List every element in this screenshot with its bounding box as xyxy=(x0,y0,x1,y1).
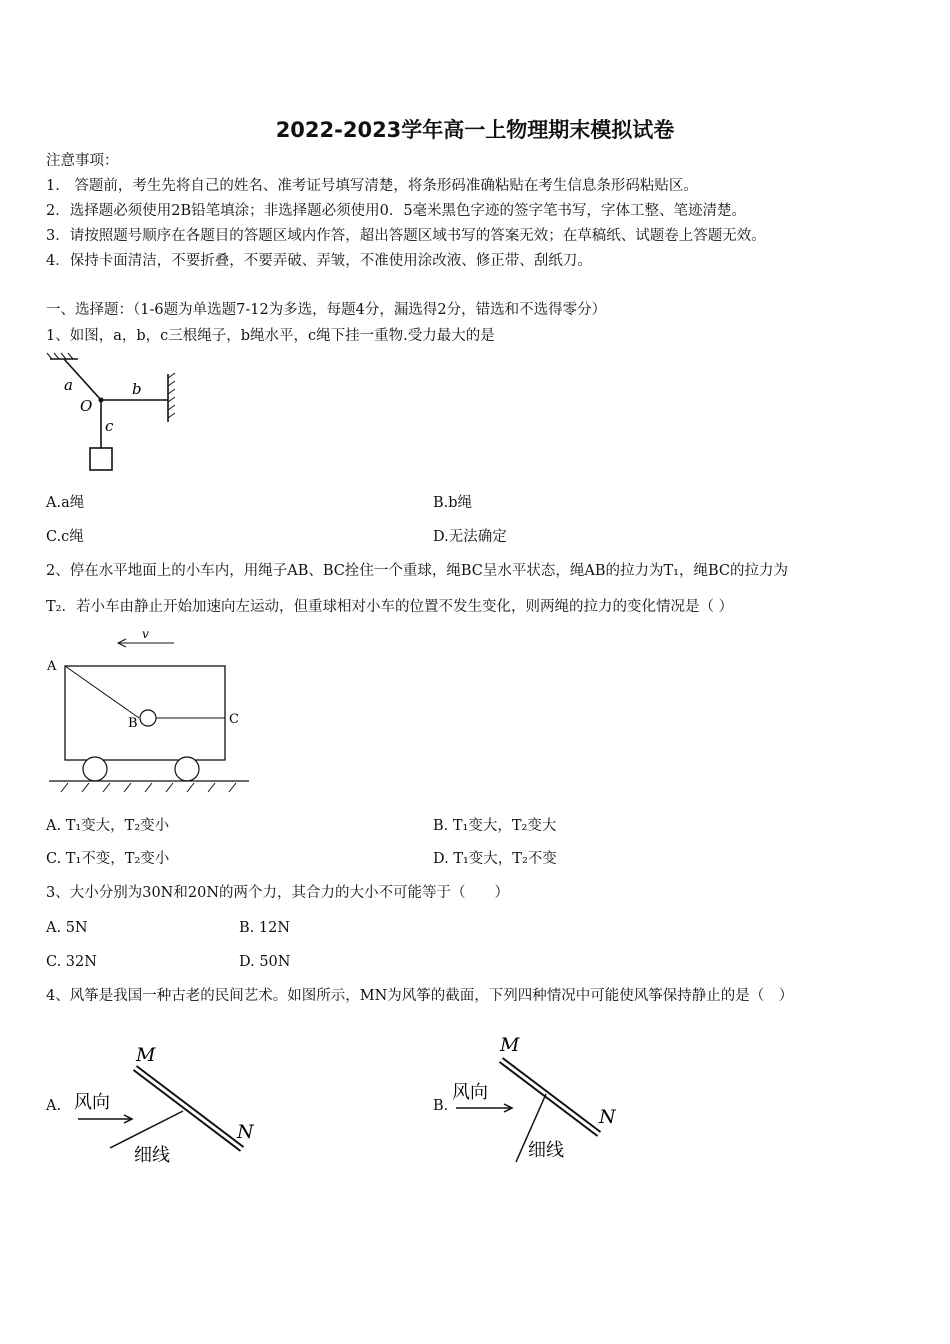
q1-option-d: D.无法确定 xyxy=(433,529,507,545)
q2-option-b: B. T₁变大，T₂变大 xyxy=(433,818,557,834)
label-A: A xyxy=(47,659,57,674)
label-M: M xyxy=(500,1034,520,1056)
label-v: v xyxy=(142,627,149,641)
q2-option-a: A. T₁变大，T₂变小 xyxy=(46,818,170,834)
q4-option-b-label: B. xyxy=(433,1098,449,1114)
q1-option-b: B.b绳 xyxy=(433,495,473,511)
q1-figure xyxy=(44,352,184,477)
q3-option-d: D. 50N xyxy=(239,954,291,970)
note-item: 1. 答题前，考生先将自己的姓名、准考证号填写清楚，将条形码准确粘贴在考生信息条形码粘贴区。 xyxy=(46,178,698,194)
label-C: C xyxy=(229,712,239,727)
label-a: a xyxy=(64,376,73,394)
q1-stem: 1、如图，a，b，c三根绳子，b绳水平，c绳下挂一重物.受力最大的是 xyxy=(46,328,495,344)
q2-stem-line1: 2、停在水平地面上的小车内，用绳子AB、BC拴住一个重球，绳BC呈水平状态，绳AB的拉力为T₁，绳BC的拉力为 xyxy=(46,563,789,579)
label-N: N xyxy=(237,1121,254,1143)
q4-figure-a xyxy=(70,1040,270,1175)
q3-stem: 3、大小分别为30N和20N的两个力，其合力的大小不可能等于（ ） xyxy=(46,885,509,901)
note-item: 4．保持卡面清洁，不要折叠，不要弄破、弄皱，不准使用涂改液、修正带、刮纸刀。 xyxy=(46,253,592,269)
note-item: 3．请按照题号顺序在各题目的答题区域内作答，超出答题区域书写的答案无效；在草稿纸、试题卷上答题无效。 xyxy=(46,228,766,244)
section-heading: 一、选择题：（1-6题为单选题7-12为多选，每题4分，漏选得2分，错选和不选得零分） xyxy=(46,302,607,318)
q3-option-c: C. 32N xyxy=(46,954,97,970)
label-line: 细线 xyxy=(134,1145,170,1166)
q2-option-d: D. T₁变大，T₂不变 xyxy=(433,851,557,867)
label-wind: 风向 xyxy=(452,1082,488,1103)
q1-option-c: C.c绳 xyxy=(46,529,84,545)
q3-option-b: B. 12N xyxy=(239,920,291,936)
label-o: O xyxy=(80,397,93,415)
q4-figure-b xyxy=(446,1030,626,1170)
q4-option-a-label: A. xyxy=(46,1098,62,1114)
q2-figure xyxy=(44,626,259,798)
label-line: 细线 xyxy=(528,1140,564,1161)
note-item: 2．选择题必须使用2B铅笔填涂；非选择题必须使用0．5毫米黑色字迹的签字笔书写，字体工整、笔迹清楚。 xyxy=(46,203,747,219)
q2-stem-line2: T₂．若小车由静止开始加速向左运动，但重球相对小车的位置不发生变化，则两绳的拉力的变化情况是（ ） xyxy=(46,599,734,615)
q3-option-a: A. 5N xyxy=(46,920,88,936)
q2-option-c: C. T₁不变，T₂变小 xyxy=(46,851,170,867)
label-M: M xyxy=(136,1044,156,1066)
label-wind: 风向 xyxy=(74,1092,110,1113)
label-N: N xyxy=(599,1106,616,1128)
label-c: c xyxy=(105,417,114,435)
notes-heading: 注意事项： xyxy=(46,153,119,169)
q4-stem: 4、风筝是我国一种古老的民间艺术。如图所示，MN为风筝的截面，下列四种情况中可能使风筝保持静止的是（ ） xyxy=(46,988,794,1004)
label-b: b xyxy=(132,380,142,398)
label-B: B xyxy=(128,716,138,731)
q1-option-a: A.a绳 xyxy=(46,495,85,511)
page-title: 2022-2023学年高一上物理期末模拟试卷 xyxy=(275,118,675,142)
